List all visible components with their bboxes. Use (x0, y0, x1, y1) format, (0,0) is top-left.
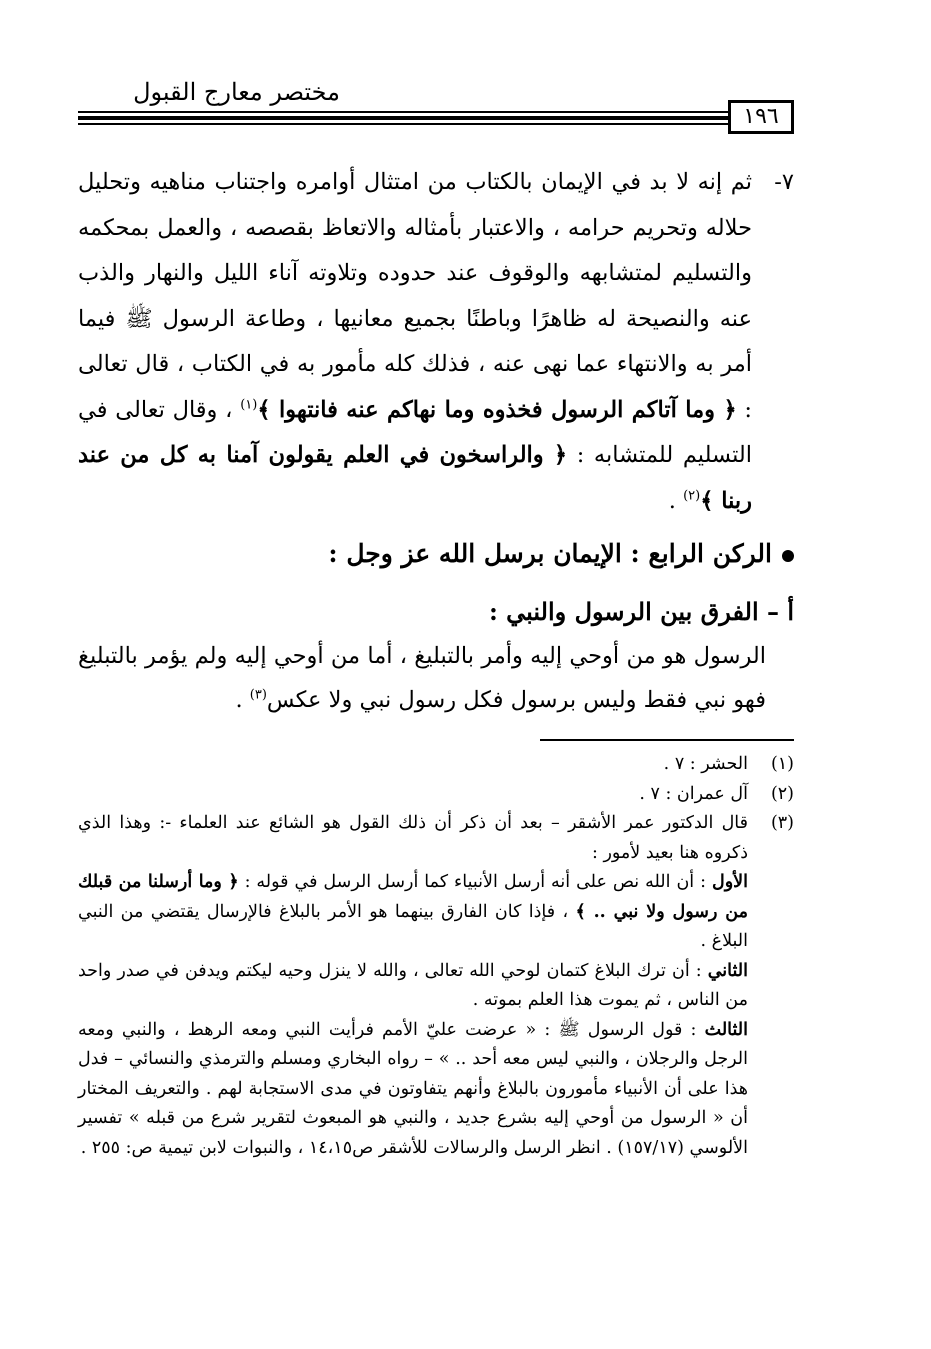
footnote-number: (١) (770, 754, 794, 774)
footnote-2 (78, 780, 794, 810)
point-7 (78, 160, 794, 524)
subheading-difference: أ – الفرق بين الرسول والنبي : (488, 597, 794, 626)
definition-paragraph (78, 634, 766, 722)
verse-quote-1: ﴿ وما آتاكم الرسول فخذوه وما نهاكم عنه فانتهوا ﴾ (257, 396, 737, 423)
point-7-block (78, 160, 794, 524)
point-number: ٧- (774, 169, 794, 195)
bullet-icon (782, 550, 794, 562)
first-text-a: : أن الله نص على أنه أرسل الأنبياء كما أرسل الرسل في قوله : (244, 872, 707, 892)
running-header-title: مختصر معارج القبول (133, 78, 340, 106)
footnote-number: (٢) (770, 783, 794, 804)
verse-quote-2: ﴿ والراسخون في العلم يقولون آمنا به كل من عند ربنا ﴾ (78, 442, 752, 514)
footnote-ref-3: (٣) (249, 687, 267, 703)
first-label: الأول (711, 872, 748, 892)
footnote-separator (540, 739, 794, 741)
footnote-text: الحشر : ٧ . (663, 754, 748, 774)
first-verse: ﴿ وما أرسلنا من قبلك من رسول ولا نبي .. ﴾ (78, 872, 748, 922)
header-rule-thin-top (78, 111, 728, 113)
footnote-ref-2: (٢) (683, 488, 701, 503)
footnote-3 (78, 809, 794, 1163)
header-rule-thick (78, 116, 728, 120)
point-7-text-end: . (668, 487, 676, 514)
footnote-3-third (78, 1016, 748, 1164)
footnote-3-second (78, 957, 748, 1016)
point-7-text-part2: ، وقال تعالى في التسليم للمتشابه : (78, 396, 753, 468)
footnote-1 (78, 750, 794, 780)
third-text: : قول الرسول ﷺ : « عرضت عليّ الأمم فرأيت النبي ومعه الرهط ، والنبي ومعه الرجل والرجلان ، والنبي ليس معه أحد .. » – رواه البخاري ومسلم والترمذي والنسائي – فدل هذا على أن الأنبياء مأمورون بالبلاغ وأنهم يتفاوتون في مدى الاستجابة لهم . والتعريف المختار أن « الرسول من أوحي إليه بشرع جديد ، والنبي هو المبعوث لتقرير شرع من قبله » تفسير الألوسي (١٥٧/١٧) . انظر الرسل والرسالات للأشقر ص١٤،١٥ ، والنبوات لابن تيمية ص: ٢٥٥ . (78, 1019, 748, 1158)
footnote-3-body (78, 809, 748, 1163)
header-rule-thin-bottom (78, 123, 728, 125)
definition-text: الرسول هو من أوحي إليه وأمر بالتبليغ ، أما من أوحي إليه ولم يؤمر بالتبليغ فهو نبي فقط وليس برسول فكل رسول نبي ولا عكس (78, 643, 766, 713)
footnote-3-first (78, 868, 748, 957)
page-number: ١٩٦ (728, 100, 794, 134)
first-text-b: ، فإذا كان الفارق بينهما هو الأمر بالبلاغ فالإرسال يقتضي من النبي البلاغ . (78, 901, 748, 951)
section-heading-fourth-pillar (78, 530, 794, 578)
definition-end: . (235, 687, 243, 713)
footnote-number: (٣) (770, 813, 794, 833)
footnote-text: آل عمران : ٧ . (639, 783, 748, 804)
footnote-ref-1: (١) (240, 397, 258, 412)
heading-text: الركن الرابع : الإيمان برسل الله عز وجل : (328, 539, 772, 568)
point-7-text (78, 160, 752, 524)
point-7-text-part1: ثم إنه لا بد في الإيمان بالكتاب من امتثال أوامره واجتناب مناهيه وتحليل حلاله وتحريم حرامه ، والاعتبار بأمثاله والاتعاظ بقصصه ، والعمل بمحكمه والتسليم لمتشابهه والوقوف عند حدوده وتلاوته آناء الليل والنهار والذب عنه والنصيحة له ظاهرًا وباطنًا بجميع معانيها ، وطاعة الرسول ﷺ فيما أمر به والانتهاء عما نهى عنه ، فذلك كله مأمور به في الكتاب ، قال تعالى : (78, 169, 753, 423)
footnote-3-intro: قال الدكتور عمر الأشقر – بعد أن ذكر أن ذلك القول هو الشائع عند العلماء -: وهذا الذي ذكروه هنا بعيد لأمور : (78, 813, 748, 863)
second-label: الثاني (707, 960, 748, 981)
second-text: : أن ترك البلاغ كتمان لوحي الله تعالى ، والله لا ينزل وحيه ليكتم ويدفن في صدر واحد من الناس ، ثم يموت هذا العلم بموته . (78, 960, 748, 1010)
footnotes (78, 750, 794, 1163)
third-label: الثالث (704, 1019, 748, 1040)
